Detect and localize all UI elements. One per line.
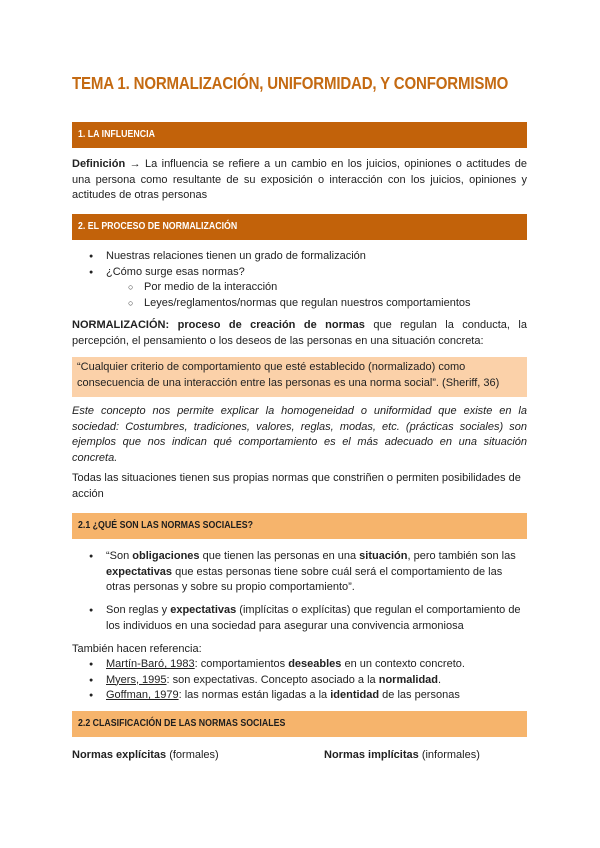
quote-text: “Cualquier criterio de comportamiento que esté establecido (normalizado) como consecuencia de una interacción entre las personas es una norma social”. (Sheriff, 36) [77,361,500,389]
sub-list-item: ○ Por medio de la interacción [72,280,527,296]
section-header-influencia [72,122,527,148]
text: : son expectativas. Concepto asociado a la [166,673,379,686]
quote-box [72,357,527,397]
normalization-rest: que regulan la conducta, la percepción, el pensamiento o los deseos de las personas en una situación concreta: [72,319,527,347]
citation-link[interactable]: Martín-Baró, 1983 [106,658,195,670]
closing-paragraph: Todas las situaciones tienen sus propias normas que constriñen o permiten posibilidades de acción [72,472,521,500]
bold-text: situación [359,550,408,562]
norms-definition-list-2 [72,603,527,634]
text: (implícitas o explícitas) que regulan el comportamiento de los individuos en una sociedad para asegurar una convivencia armoniosa [106,604,521,632]
list-item [72,688,527,704]
text: de las personas [379,689,460,701]
normalization-definition [72,318,527,349]
section-header-label: 1. LA INFLUENCIA [78,129,155,141]
text: “Son [106,550,133,562]
text: que tienen las personas en una [199,550,360,562]
arrow-icon: → [129,158,141,170]
list-item [72,657,527,673]
bold-text: expectativas [170,604,237,616]
implicit-norms-heading [324,748,527,764]
section-header-clasificacion [72,711,527,737]
page-title: TEMA 1. NORMALIZACIÓN, UNIFORMIDAD, Y CONFORMISMO [72,73,509,93]
citation-link[interactable]: Myers, 1995 [106,673,167,686]
bold-text: deseables [288,658,342,670]
normalization-list [72,249,527,311]
text: . [438,673,442,686]
section-header-normalizacion [72,214,527,240]
bold-text: normalidad [378,673,439,686]
normalization-term: NORMALIZACIÓN [72,319,166,331]
norms-definition-list [72,549,527,596]
text: que estas personas tiene sobre cuál será el comportamiento de las otras personas y sobre su propio comportamiento”. [106,565,503,593]
references-intro: También hacen referencia: [72,643,202,655]
list-item: ● ¿Cómo surge esas normas? [72,265,527,281]
normalization-bold: proceso de creación de normas [177,319,365,331]
bold-text: obligaciones [132,550,200,562]
text: (formales) [166,749,219,761]
definition-text: La influencia se refiere a un cambio en los juicios, opiniones o actitudes de una persona como resultante de su exposición o interacción con los juicios, opiniones y actitudes de otras personas [72,158,527,201]
colon: : [165,319,170,331]
list-item [72,603,527,634]
section-header-label: 2.1 ¿QUÉ SON LAS NORMAS SOCIALES? [78,520,254,532]
list-item [72,673,527,689]
text: , pero también son las [407,550,516,562]
list-item: ● Nuestras relaciones tienen un grado de formalización [72,249,527,265]
text: (informales) [418,749,480,761]
italic-paragraph: Este concepto nos permite explicar la homogeneidad o uniformidad que existe en la sociedad: Costumbres, tradiciones, valores, reglas, modas, etc. (prácticas sociales) son ejemplos que nos indican qué comportamiento es el más adecuado en una situación concreta. [72,405,527,464]
bold-text: identidad [330,689,380,701]
bold-text: Normas explícitas [72,749,167,761]
bold-text: Normas implícitas [324,749,419,761]
text: en un contexto concreto. [341,658,465,670]
citation-link[interactable]: Goffman, 1979 [106,689,179,701]
text: Son reglas y [106,604,171,616]
section-header-que-son [72,513,527,539]
references-list [72,657,527,704]
definition-term: Definición [72,158,126,170]
text: : las normas están ligadas a la [178,689,331,701]
section-header-label: 2.2 CLASIFICACIÓN DE LAS NORMAS SOCIALES [78,718,286,730]
bold-text: expectativas [106,565,173,578]
text: : comportamientos [194,658,289,670]
section-header-label: 2. EL PROCESO DE NORMALIZACIÓN [78,221,238,233]
sub-list-item: ○ Leyes/reglamentos/normas que regulan nuestros comportamientos [72,296,527,312]
list-item [72,549,527,596]
definition-paragraph [72,157,527,204]
